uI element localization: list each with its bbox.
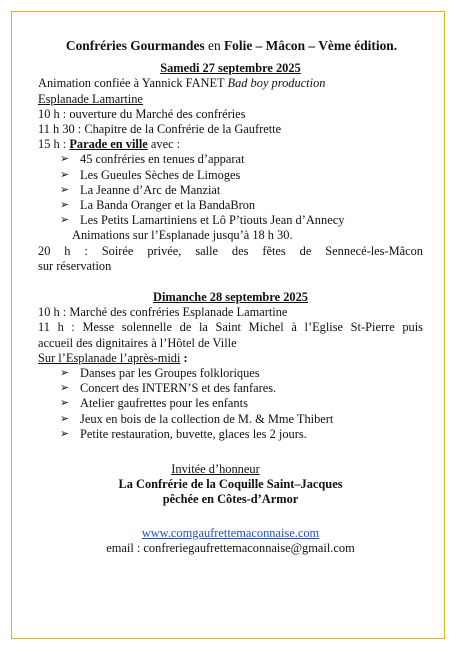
- list-item: [60, 198, 423, 213]
- list-item-text: Petite restauration, buvette, glaces les 2 jours.: [80, 426, 307, 441]
- afternoon-list: [38, 366, 423, 442]
- list-item-text: Jeux en bois de la collection de M. & Mme Thibert: [80, 411, 334, 426]
- list-item: [60, 381, 423, 396]
- afternoon-heading: [38, 351, 423, 366]
- list-item-text: Danses par les Groupes folkloriques: [80, 366, 260, 381]
- arrow-bullet-icon: ➢: [60, 168, 70, 181]
- saturday-date: Samedi 27 septembre 2025: [160, 61, 301, 76]
- saturday-time-2: 11 h 30 : Chapitre de la Confrérie de la Gaufrette: [38, 122, 282, 137]
- afternoon-label: Sur l’Esplanade l’après-midi: [38, 350, 181, 365]
- parade-label: Parade en ville: [69, 137, 148, 152]
- list-item-text: Les Petits Lamartiniens et Lô P’tiouts Jean d’Annecy: [80, 213, 345, 228]
- sunday-time-2-line-1: 11 h : Messe solennelle de la Saint Michel à l’Eglise St-Pierre puis: [38, 320, 423, 335]
- saturday-place: Esplanade Lamartine: [38, 91, 143, 106]
- time-3-suffix: avec :: [147, 137, 181, 152]
- saturday-animation: [38, 76, 423, 91]
- animation-company: Bad boy production: [227, 76, 326, 91]
- arrow-bullet-icon: ➢: [60, 367, 70, 380]
- arrow-bullet-icon: ➢: [60, 427, 70, 440]
- sunday-time-2-line-2: accueil des dignitaires à l’Hôtel de Ville: [38, 335, 237, 350]
- flyer-content: [38, 38, 423, 556]
- list-item-text: La Banda Oranger et la BandaBron: [80, 198, 256, 213]
- list-item-text: Les Gueules Sèches de Limoges: [80, 167, 241, 182]
- title-part-3: Folie – Mâcon – Vème édition.: [224, 38, 398, 53]
- afternoon-colon: :: [180, 350, 188, 365]
- sunday-date: Dimanche 28 septembre 2025: [153, 290, 308, 305]
- flyer-title: [34, 38, 429, 53]
- time-3-prefix: 15 h :: [38, 137, 70, 152]
- list-item: [60, 366, 423, 381]
- saturday-time-4-line-2: sur réservation: [38, 258, 112, 273]
- saturday-time-4-line-1: 20 h : Soirée privée, salle des fêtes de Sennecé-les-Mâcon: [38, 243, 423, 258]
- parade-note: Animations sur l’Esplanade jusqu’à 18 h 30.: [72, 228, 293, 243]
- list-item-text: 45 confréries en tenues d’apparat: [80, 152, 245, 167]
- animation-text: Animation confiée à Yannick FANET: [38, 76, 228, 91]
- arrow-bullet-icon: ➢: [60, 214, 70, 227]
- arrow-bullet-icon: ➢: [60, 199, 70, 212]
- guest-line-1: La Confrérie de la Coquille Saint–Jacques: [118, 477, 343, 492]
- list-item: [60, 427, 423, 442]
- arrow-bullet-icon: ➢: [60, 183, 70, 196]
- parade-list: [38, 152, 423, 228]
- list-item: [60, 412, 423, 427]
- saturday-time-1: 10 h : ouverture du Marché des confréries: [38, 106, 246, 121]
- arrow-bullet-icon: ➢: [60, 397, 70, 410]
- arrow-bullet-icon: ➢: [60, 382, 70, 395]
- guest-label: Invitée d’honneur: [171, 462, 260, 477]
- list-item: [60, 396, 423, 411]
- list-item-text: Concert des INTERN’S et des fanfares.: [80, 381, 277, 396]
- title-part-2: en: [204, 38, 224, 53]
- title-part-1: Confréries Gourmandes: [65, 38, 205, 53]
- sunday-time-1: 10 h : Marché des confréries Esplanade Lamartine: [38, 305, 288, 320]
- website-link[interactable]: www.comgaufrettemaconnaise.com: [141, 525, 320, 540]
- arrow-bullet-icon: ➢: [60, 153, 70, 166]
- list-item: [60, 152, 423, 167]
- list-item-text: La Jeanne d’Arc de Manziat: [80, 182, 221, 197]
- arrow-bullet-icon: ➢: [60, 412, 70, 425]
- saturday-time-3: [38, 137, 423, 152]
- email-line: email : confreriegaufrettemaconnaise@gmail.com: [106, 540, 355, 555]
- list-item: [60, 213, 423, 228]
- list-item: [60, 168, 423, 183]
- list-item: [60, 183, 423, 198]
- list-item-text: Atelier gaufrettes pour les enfants: [80, 396, 248, 411]
- guest-line-2: pêchée en Côtes-d’Armor: [162, 492, 299, 507]
